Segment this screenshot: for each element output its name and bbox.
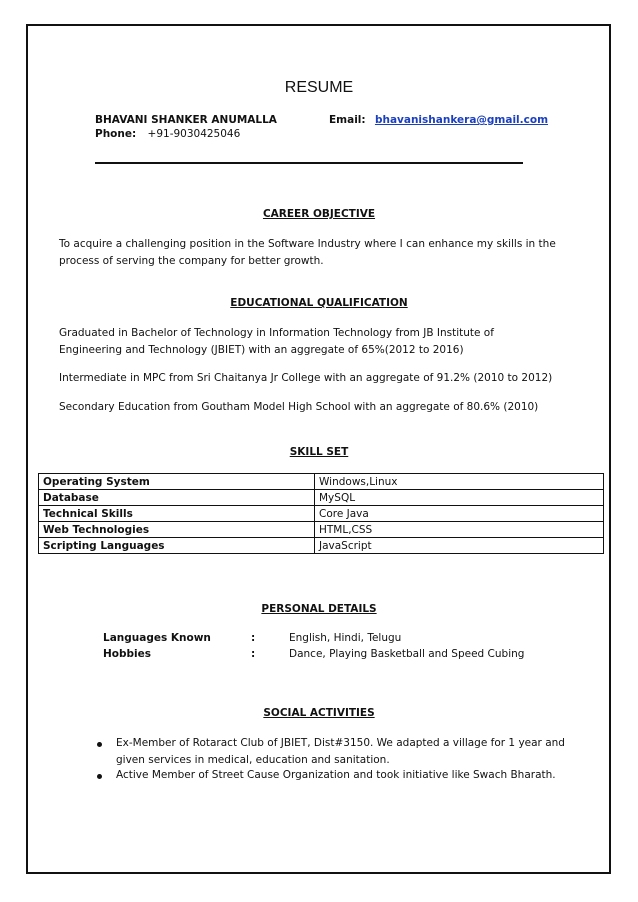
skill-value: Core Java bbox=[315, 506, 604, 522]
skill-key: Operating System bbox=[39, 474, 315, 490]
personal-key: Hobbies bbox=[103, 648, 152, 660]
header-divider bbox=[95, 162, 523, 164]
skill-set-heading: SKILL SET bbox=[289, 446, 349, 458]
skill-value: MySQL bbox=[315, 490, 604, 506]
personal-value: Dance, Playing Basketball and Speed Cubing bbox=[289, 648, 525, 660]
bullet-icon bbox=[97, 742, 102, 747]
career-objective-heading: CAREER OBJECTIVE bbox=[262, 208, 376, 220]
candidate-name: BHAVANI SHANKER ANUMALLA bbox=[95, 114, 277, 126]
education-item: Secondary Education from Goutham Model High School with an aggregate of 80.6% (2010) bbox=[59, 401, 539, 413]
skill-key: Scripting Languages bbox=[39, 538, 315, 554]
personal-separator: : bbox=[251, 648, 256, 660]
resume-title: RESUME bbox=[284, 79, 354, 96]
table-row bbox=[39, 490, 604, 506]
phone-label: Phone: bbox=[95, 128, 137, 140]
social-activities-heading: SOCIAL ACTIVITIES bbox=[263, 707, 375, 719]
table-row bbox=[39, 474, 604, 490]
education-item: Intermediate in MPC from Sri Chaitanya Jr College with an aggregate of 91.2% (2010 to 2012) bbox=[59, 372, 553, 384]
skill-key: Database bbox=[39, 490, 315, 506]
skill-key: Technical Skills bbox=[39, 506, 315, 522]
education-item: Graduated in Bachelor of Technology in Information Technology from JB Institute of Engineering and Technology (JBIET) with an aggregate of 65%(2012 to 2016) bbox=[59, 327, 494, 356]
table-row bbox=[39, 538, 604, 554]
email-label: Email: bbox=[329, 114, 366, 126]
skill-table bbox=[38, 473, 604, 554]
phone-number: +91-9030425046 bbox=[147, 128, 241, 140]
table-row bbox=[39, 506, 604, 522]
table-row bbox=[39, 522, 604, 538]
personal-details-heading: PERSONAL DETAILS bbox=[261, 603, 377, 615]
education-heading: EDUCATIONAL QUALIFICATION bbox=[230, 297, 408, 309]
skill-value: Windows,Linux bbox=[315, 474, 604, 490]
email-link[interactable]: bhavanishankera@gmail.com bbox=[374, 114, 549, 126]
personal-separator: : bbox=[251, 632, 256, 644]
email-line bbox=[329, 114, 548, 126]
career-objective-text: To acquire a challenging position in the Software Industry where I can enhance my skills in the process of serving the company for better growth. bbox=[59, 238, 556, 267]
skill-value: JavaScript bbox=[315, 538, 604, 554]
skill-value: HTML,CSS bbox=[315, 522, 604, 538]
list-item: Ex-Member of Rotaract Club of JBIET, Dist#3150. We adapted a village for 1 year and given services in medical, education and sanitation. bbox=[116, 737, 565, 766]
phone-line bbox=[95, 128, 240, 140]
bullet-icon bbox=[97, 774, 102, 779]
personal-value: English, Hindi, Telugu bbox=[289, 632, 402, 644]
skill-key: Web Technologies bbox=[39, 522, 315, 538]
personal-key: Languages Known bbox=[103, 632, 211, 644]
list-item: Active Member of Street Cause Organization and took initiative like Swach Bharath. bbox=[116, 769, 556, 781]
